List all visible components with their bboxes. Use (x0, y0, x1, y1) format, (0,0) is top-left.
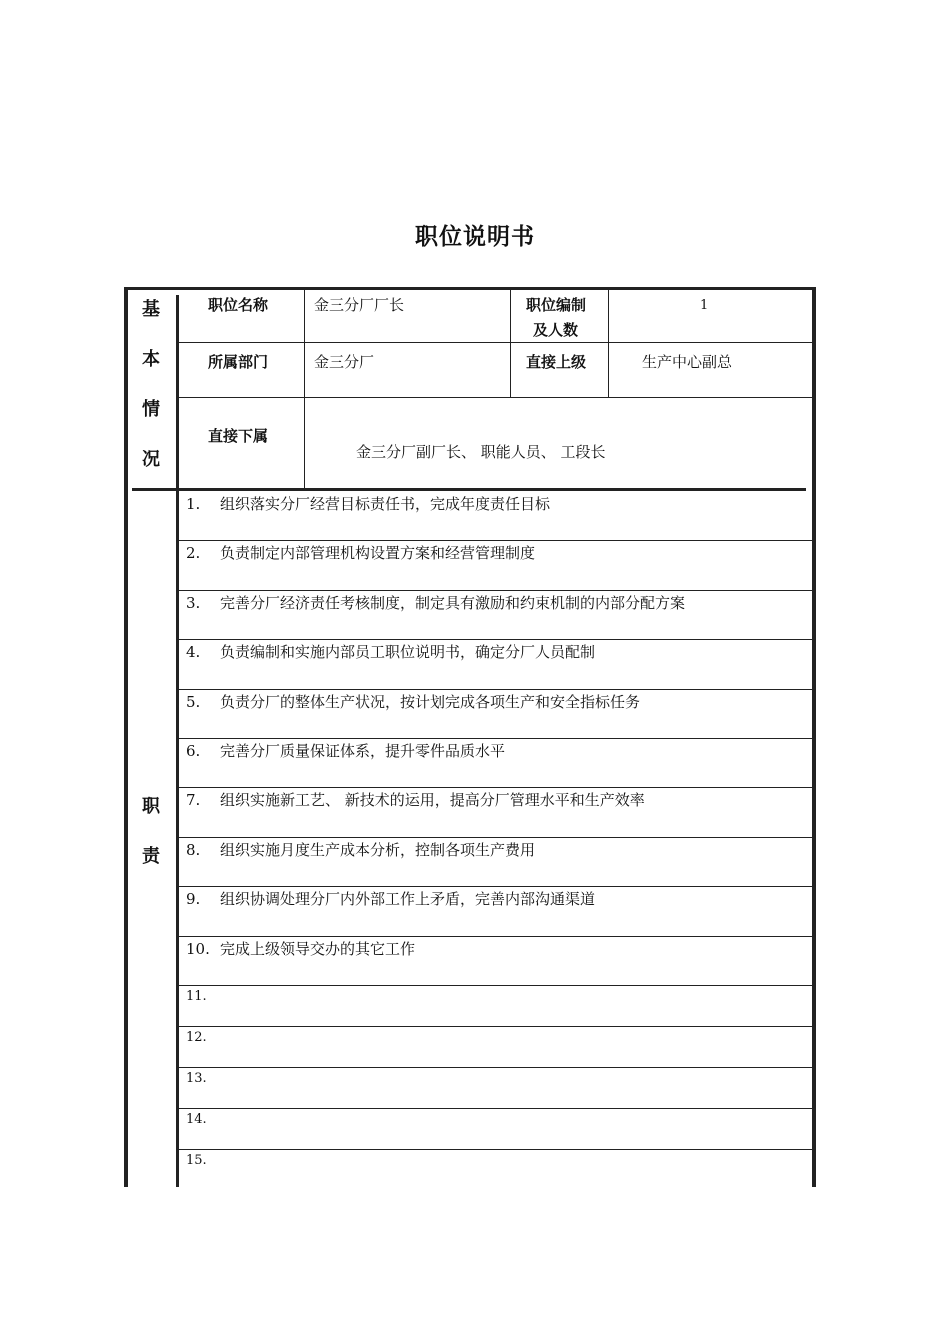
department-label: 所属部门 (208, 353, 269, 371)
duty-number: 11. (186, 989, 207, 1004)
duties-side-char: 职 (142, 796, 160, 817)
duty-text: 负责分厂的整体生产状况，按计划完成各项生产和安全指标任务 (220, 692, 641, 711)
duty-item (186, 691, 640, 712)
duty-number: 6. (186, 742, 201, 760)
basic-side-char: 基 (142, 299, 160, 320)
duty-item (186, 839, 535, 860)
duty-item (186, 986, 220, 1004)
subordinates-value: 金三分厂副厂长、 职能人员、 工段长 (356, 443, 606, 461)
duty-number: 14. (186, 1112, 207, 1127)
basic-side-char: 情 (142, 399, 160, 420)
duty-row-divider (179, 540, 812, 541)
duty-text: 完成上级领导交办的其它工作 (220, 939, 416, 958)
table-right-border (812, 287, 816, 1187)
duty-row-divider (179, 886, 812, 887)
duty-row-divider (179, 985, 812, 986)
duty-item (186, 740, 505, 761)
duty-item (186, 592, 685, 613)
department-value: 金三分厂 (314, 353, 375, 371)
basic-section-bottom (132, 488, 806, 491)
duty-text: 负责编制和实施内部员工职位说明书，确定分厂人员配制 (220, 643, 596, 662)
side-column-divider (176, 295, 179, 1187)
basic-row-divider-1 (179, 342, 812, 343)
basic-col-divider-3 (608, 290, 609, 397)
duty-text: 完善分厂经济责任考核制度，制定具有激励和约束机制的内部分配方案 (220, 593, 686, 612)
duty-item (186, 493, 550, 514)
duty-item (186, 888, 595, 909)
duty-text: 组织落实分厂经营目标责任书，完成年度责任目标 (220, 495, 551, 513)
duty-item (186, 641, 595, 662)
duty-row-divider (179, 1026, 812, 1027)
duty-item (186, 1150, 220, 1168)
duty-item (186, 789, 645, 810)
duty-number: 7. (186, 791, 201, 810)
table-left-border (124, 287, 128, 1187)
duty-row-divider (179, 1067, 812, 1068)
duty-number: 4. (186, 643, 201, 662)
duty-number: 13. (186, 1071, 207, 1086)
headcount-value: 1 (700, 298, 709, 313)
duty-item (186, 542, 535, 563)
duty-text: 组织实施月度生产成本分析，控制各项生产费用 (220, 840, 536, 859)
duty-number: 8. (186, 840, 201, 859)
duty-item (186, 1109, 220, 1127)
duty-text: 负责制定内部管理机构设置方案和经营管理制度 (220, 544, 536, 563)
page-title: 职位说明书 (415, 224, 535, 250)
basic-col-divider-1 (304, 290, 305, 490)
duty-number: 1. (186, 495, 201, 513)
duty-item (186, 938, 415, 959)
duties-side-char: 责 (142, 846, 160, 867)
duty-number: 5. (186, 692, 201, 711)
headcount-label-line1: 职位编制 (526, 296, 587, 314)
duty-number: 10. (186, 939, 210, 958)
duty-number: 12. (186, 1030, 207, 1045)
subordinates-label: 直接下属 (208, 427, 269, 445)
duty-row-divider (179, 1149, 812, 1150)
duty-item (186, 1068, 220, 1086)
basic-side-char: 本 (142, 349, 160, 370)
duty-item (186, 1027, 220, 1045)
duty-text: 组织协调处理分厂内外部工作上矛盾，完善内部沟通渠道 (220, 890, 596, 909)
basic-row-divider-2 (179, 397, 812, 398)
basic-side-char: 况 (142, 449, 160, 470)
duty-number: 9. (186, 890, 201, 909)
table-top-border (124, 287, 816, 290)
basic-col-divider-2 (510, 290, 511, 397)
position-name-label: 职位名称 (208, 296, 269, 314)
duty-text: 完善分厂质量保证体系，提升零件品质水平 (220, 742, 506, 760)
headcount-label-line2: 及人数 (533, 321, 579, 339)
job-description-table (124, 287, 816, 1187)
duty-row-divider (179, 787, 812, 788)
supervisor-value: 生产中心副总 (642, 353, 733, 371)
duty-number: 3. (186, 593, 201, 612)
supervisor-label: 直接上级 (526, 353, 587, 371)
duty-text: 组织实施新工艺、 新技术的运用，提高分厂管理水平和生产效率 (220, 791, 645, 810)
duty-row-divider (179, 1108, 812, 1109)
duty-row-divider (179, 639, 812, 640)
duty-number: 15. (186, 1153, 207, 1168)
duty-row-divider (179, 738, 812, 739)
duty-number: 2. (186, 544, 201, 563)
position-name-value: 金三分厂厂长 (314, 296, 405, 314)
